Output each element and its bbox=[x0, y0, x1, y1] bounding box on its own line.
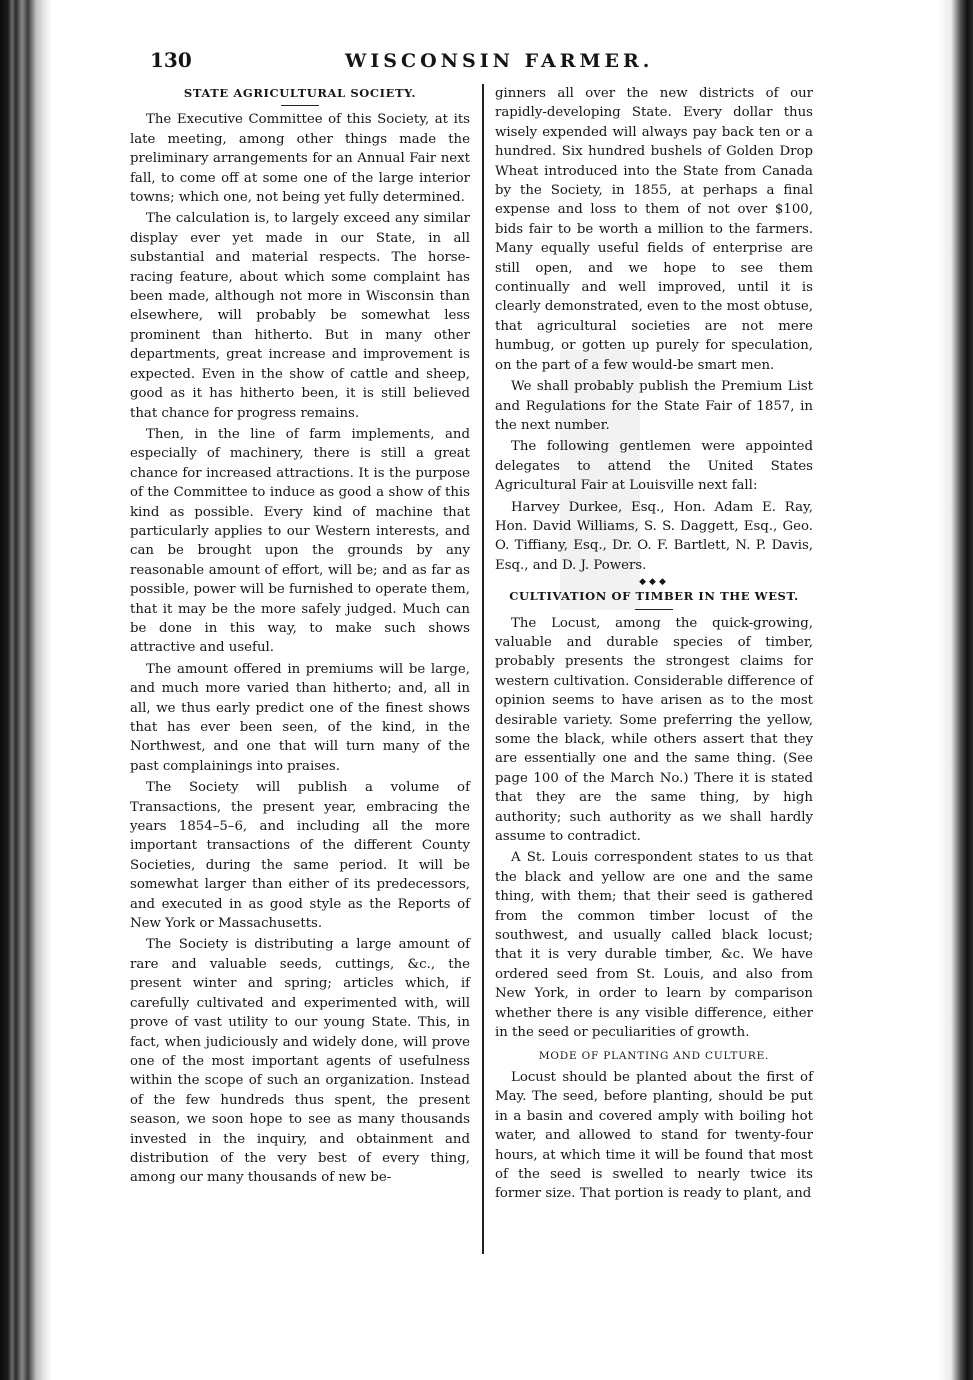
page-right-edge bbox=[937, 0, 973, 1380]
paragraph: The Locust, among the quick-growing, valuable and durable species of timber, probably presents the strongest claims for western cultivation. Considerable difference of opinion seems to have arisen as to the most desirable variety. Some preferring the yellow, some the black, while others assert that they are essentially one and the same thing. (See page 100 of the March No.) There it is stated that they are the same thing, by high authority; such authority as we shall hardly assume to contradict. bbox=[495, 615, 813, 845]
running-header bbox=[130, 48, 830, 74]
journal-title: WISCONSIN FARMER. bbox=[345, 50, 654, 72]
document-page bbox=[130, 48, 830, 1268]
section-heading-timber: CULTIVATION OF TIMBER IN THE WEST. bbox=[509, 589, 799, 604]
page-number: 130 bbox=[150, 48, 192, 72]
section-heading-agricultural-society: STATE AGRICULTURAL SOCIETY. bbox=[183, 86, 417, 100]
paragraph-delegates: Harvey Durkee, Esq., Hon. Adam E. Ray, Hon. David Williams, S. S. Daggett, Esq., Geo. O. Tiffiany, Esq., Dr. O. F. Bartlett, N. P. Davis, Esq., and D. J. Powers. bbox=[495, 499, 813, 573]
paragraph: The Executive Committee of this Society, at its late meeting, among other things made the preliminary arrangements for an Annual Fair next fall, to come off at some one of the large interior towns; which one, not being yet fully determined. bbox=[130, 112, 470, 206]
paragraph: The calculation is, to largely exceed any similar display ever yet made in our State, in all substantial and material respects. The horse-racing feature, about which some complaint has been made, although not more in Wisconsin than elsewhere, will probably be somewhat less prominent than hitherto. But in many other departments, great increase and improvement is expected. Even in the show of cattle and sheep, good as it has hitherto been, it is still believed that chance for progress remains. bbox=[130, 211, 470, 421]
column-divider bbox=[482, 84, 484, 1254]
heading-rule bbox=[635, 609, 673, 610]
paragraph: A St. Louis correspondent states to us that the black and yellow are one and the same thing, with them; that their seed is gathered from the common timber locust of the southwest, and usually called black locust; that it is very durable timber, &c. We have ordered seed from St. Louis, and also from New York, in order to learn by comparison whether there is any visible difference, either in the seed or peculiarities of growth. bbox=[495, 850, 813, 1041]
heading-rule bbox=[281, 105, 319, 106]
paragraph: The Society will publish a volume of Transactions, the present year, embracing the years 1854–5–6, and including all the more important transactions of the different County Societies, during the same period. It will be somewhat larger than either of its predecessors, and executed in as good style as the Reports of New York or Massachusetts. bbox=[130, 780, 470, 932]
right-column bbox=[495, 84, 813, 1268]
subheading-planting: MODE OF PLANTING AND CULTURE. bbox=[538, 1049, 770, 1062]
section-ornament: ◆◆◆ bbox=[639, 577, 669, 588]
paragraph: Locust should be planted about the first of May. The seed, before planting, should be put in a basin and covered amply with boiling hot water, and allowed to stand for twenty-four hours, at which time it will be found that most of the seed is swelled to nearly twice its former size. That portion is ready to plant, and bbox=[495, 1069, 813, 1202]
paragraph: The Society is distributing a large amount of rare and valuable seeds, cuttings, &c., the present winter and spring; articles which, if carefully cultivated and experimented with, will prove of vast utility to our young State. This, in fact, when judiciously and widely done, will prove one of the most important agents of usefulness within the scope of such an organization. Instead of the few hundreds thus spent, the present season, we soon hope to see as many thousands invested in the inquiry, and obtainment and distribution of the very best of every thing, among our many thousands of new be- bbox=[130, 937, 470, 1186]
left-column bbox=[130, 84, 470, 1268]
paragraph-continued: ginners all over the new districts of our rapidly-developing State. Every dollar thus wisely expended will always pay back ten or a hundred. Six hundred bushels of Golden Drop Wheat introduced into the State from Canada by the Society, in 1855, at perhaps a final expense and loss to them of not over $100, bids fair to be worth a million to the farmers. Many equally useful fields of enterprise are still open, and we hope to see them continually and well improved, until it is clearly demonstrated, even to the most obtuse, that agricultural societies are not mere humbug, or gotten up purely for speculation, on the part of a few would-be smart men. bbox=[495, 86, 814, 373]
paragraph: We shall probably publish the Premium List and Regulations for the State Fair of 1857, in the next number. bbox=[495, 379, 813, 433]
book-binding-edge bbox=[0, 0, 52, 1380]
paragraph: The following gentlemen were appointed delegates to attend the United States Agricultural Fair at Louisville next fall: bbox=[495, 439, 813, 494]
paragraph: Then, in the line of farm implements, and especially of machinery, there is still a great chance for increased attractions. It is the purpose of the Committee to induce as good a show of this kind as possible. Every kind of machine that particularly applies to our Western interests, and can be brought upon the grounds by any reasonable amount of effort, will be; and as far as possible, power will be furnished to operate them, that it may be the more safely judged. Much can be done in this way, to make such shows attractive and useful. bbox=[130, 426, 470, 656]
paragraph: The amount offered in premiums will be large, and much more varied than hitherto; and, all in all, we thus early predict one of the finest shows that has ever been seen, of the kind, in the Northwest, and one that will turn many of the past complainings into praises. bbox=[130, 661, 470, 774]
